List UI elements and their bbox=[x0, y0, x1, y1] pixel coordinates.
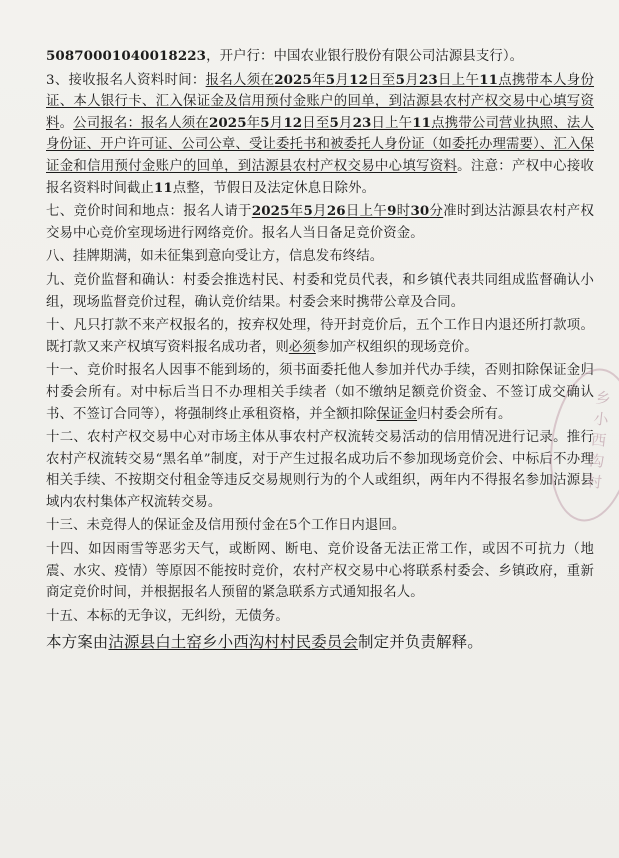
committee-name: 沽源县白土窑乡小西沟村村民委员会 bbox=[108, 633, 359, 652]
text: 30 bbox=[410, 203, 430, 220]
account-number: 5087000104001​8223 bbox=[46, 48, 207, 64]
paragraph-listing-expiry: 八、挂牌期满，如未征集到意向受让方，信息发布终结。 bbox=[46, 249, 384, 265]
underlined-text: 必须 bbox=[288, 339, 316, 355]
text: 12 bbox=[349, 71, 368, 88]
paragraph-forfeit bbox=[46, 315, 594, 358]
text: 月 bbox=[335, 72, 350, 88]
text: 2025 bbox=[251, 203, 290, 220]
document-body bbox=[46, 46, 594, 657]
text: 。注意：产权中心接收报名资料时间截止 bbox=[46, 158, 595, 196]
text: 26 bbox=[326, 203, 346, 220]
paragraph-account bbox=[46, 46, 594, 68]
text: 日上午 bbox=[345, 204, 388, 220]
text: 5 bbox=[329, 114, 339, 131]
text: 23 bbox=[352, 114, 372, 131]
bank-name: ，开户行：中国农业银行股份有限公司沽源县支行）。 bbox=[206, 49, 524, 64]
text: 日上午 bbox=[371, 115, 413, 131]
text: 年 bbox=[289, 204, 304, 220]
text: 12 bbox=[283, 114, 303, 131]
text: 月 bbox=[312, 204, 327, 220]
text: 点携带本人身份证、本人银行卡、汇入保证金及信用预付金账户的回单，到沽源县农村产权交易中心填写资料 bbox=[46, 72, 595, 131]
paragraph-force-majeure: 十四、如因雨雪等恶劣天气，或断网、断电、竞价设备无法正常工作，或因不可抗力（地震、水灾、疫情）等原因不能按时竞价，农村产权交易中心将联系村委会、乡镇政府，重新商定竞价时间，并根据报名人预留的紧急联系方式通知报名人。 bbox=[46, 542, 594, 601]
text: 分 bbox=[429, 204, 444, 220]
text: 准时到达沽源县农村产权交易中心竞价室现场进行网络竞价。报名人当日备足竞价资金。 bbox=[46, 204, 594, 241]
text: 11 bbox=[479, 71, 499, 88]
text: 月 bbox=[405, 72, 419, 88]
text: 23 bbox=[419, 71, 438, 88]
text: 9 bbox=[387, 203, 397, 220]
text: 日上午 bbox=[437, 72, 480, 88]
text: 年 bbox=[246, 115, 261, 131]
paragraph-auction-time bbox=[46, 201, 594, 244]
seal-text: 乡小西沟村 bbox=[583, 389, 613, 496]
text: 2025 bbox=[274, 71, 312, 88]
text: 公司报名：报名人须在 bbox=[73, 115, 209, 131]
text: 11 bbox=[153, 179, 173, 196]
paragraph-no-dispute: 十五、本标的无争议，无纠纷，无债务。 bbox=[46, 608, 289, 624]
text: 月 bbox=[338, 115, 353, 131]
text: 十、凡只打款不来产权报名的，按弃权处理，待开封竞价后，五个工作日内退还所打款项。既打款又来产权填写资料报名成功者，则 bbox=[46, 318, 594, 355]
paragraph-credit: 十二、农村产权交易中心对市场主体从事农村产权流转交易活动的信用情况进行记录。推行农村产权流转交易“黑名单”制度，对于产生过报名成功后不参加现场竞价会、中标后不办理相关手续、不按期交付租金等违反交易规则行为的个人或组织，两年内不得报名参加沽源县域内农村集体产权流转交易。 bbox=[46, 430, 594, 510]
text: 月 bbox=[269, 115, 284, 131]
paragraph-proxy bbox=[46, 360, 594, 425]
text: 5 bbox=[303, 203, 313, 220]
text: 归村委会所有。 bbox=[417, 406, 512, 422]
text: 2025 bbox=[208, 114, 247, 131]
paragraph-supervision: 九、竞价监督和确认：村委会推选村民、村委和党员代表，和乡镇代表共同组成监督确认小组，现场监督竞价过程，确认竞价结果。村委会来时携带公章及合同。 bbox=[46, 272, 594, 310]
text: 本方案由 bbox=[46, 633, 109, 652]
underlined-text: 保证金 bbox=[376, 406, 418, 422]
text: 5 bbox=[325, 71, 336, 88]
text: 。 bbox=[59, 115, 74, 131]
underlined-text bbox=[252, 204, 443, 219]
text: 年 bbox=[311, 72, 326, 88]
text: 制定并负责解释。 bbox=[358, 633, 483, 652]
paragraph-refund: 十三、未竞得人的保证金及信用预付金在5个工作日内退回。 bbox=[46, 518, 406, 534]
text: 参加产权组织的现场竞价。 bbox=[315, 339, 478, 355]
text: 5 bbox=[395, 71, 406, 88]
text: 时 bbox=[396, 204, 411, 220]
paragraph-registration-time bbox=[46, 70, 594, 200]
paragraph-interpretation bbox=[46, 629, 594, 655]
text: 日至 bbox=[302, 115, 330, 131]
text: 点携带公司营业执照、法人身份证、开户许可证、公司公章、受让委托书和被委托人身份证（如委托办理需要）、汇入保证金和信用预付金账户的回单，到沽源县农村产权交易中心填写资料 bbox=[46, 115, 594, 174]
text: 日至 bbox=[368, 72, 396, 88]
text: 报名人须在 bbox=[205, 72, 275, 88]
text: 3、接收报名人资料时间： bbox=[46, 72, 206, 88]
text: 十一、竞价时报名人因事不能到场的，须书面委托他人参加并代办手续，否则扣除保证金归村委会所有。对中标后当日不办理相关手续者（如不缴纳足额竞价资金、不签订成交确认书、不签订合同等），将强制终止承租资格，并全额扣除 bbox=[46, 363, 594, 422]
text: 点整，节假日及法定休息日除外。 bbox=[172, 180, 376, 196]
text: 11 bbox=[412, 114, 432, 131]
text: 七、竞价时间和地点：报名人请于 bbox=[46, 204, 252, 220]
text: 5 bbox=[260, 114, 270, 131]
